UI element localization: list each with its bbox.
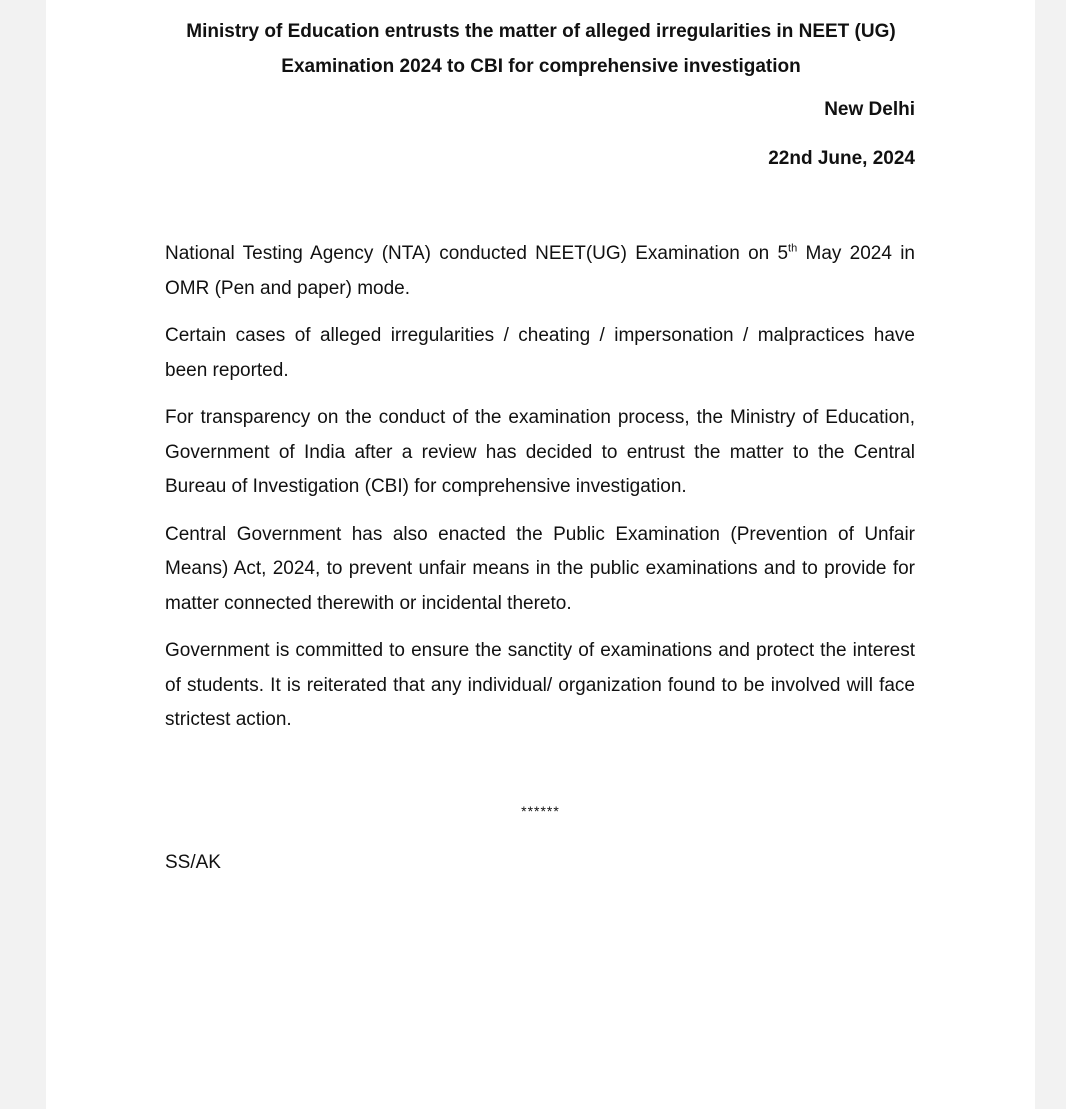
paragraph-4: Central Government has also enacted the Public Examination (Prevention of Unfair Means) Act, 2024, to prevent unfair means in the public examinations and to provide for matter connected therewith or incidental thereto.: [165, 523, 915, 614]
press-release-title: [146, 14, 936, 84]
document-page: [46, 0, 1035, 1109]
ordinal-suffix: th: [788, 242, 798, 255]
document-body: [165, 237, 915, 751]
title-line-1: Ministry of Education entrusts the matter of alleged irregularities in NEET (UG): [186, 21, 896, 42]
release-date: 22nd June, 2024: [768, 148, 915, 169]
location: New Delhi: [824, 99, 915, 120]
section-separator: ******: [521, 803, 560, 819]
paragraph-5: Government is committed to ensure the sanctity of examinations and protect the interest of students. It is reiterated that any individual/ organization found to be involved will face strictest action.: [165, 640, 915, 730]
paragraph-3: For transparency on the conduct of the examination process, the Ministry of Education, Government of India after a review has decided to entrust the matter to the Central Bureau of Investigation (CBI) for comprehensive investigation.: [165, 407, 915, 497]
title-line-2: Examination 2024 to CBI for comprehensive investigation: [281, 56, 801, 77]
paragraph-1: [165, 237, 915, 306]
paragraph-1-start: National Testing Agency (NTA) conducted NEET(UG) Examination on 5: [165, 243, 789, 264]
paragraph-1-end: May 2024 in OMR (Pen and paper) mode.: [165, 243, 915, 299]
signature-initials: SS/AK: [165, 852, 221, 873]
paragraph-2: Certain cases of alleged irregularities / cheating / impersonation / malpractices have been reported.: [165, 325, 915, 381]
